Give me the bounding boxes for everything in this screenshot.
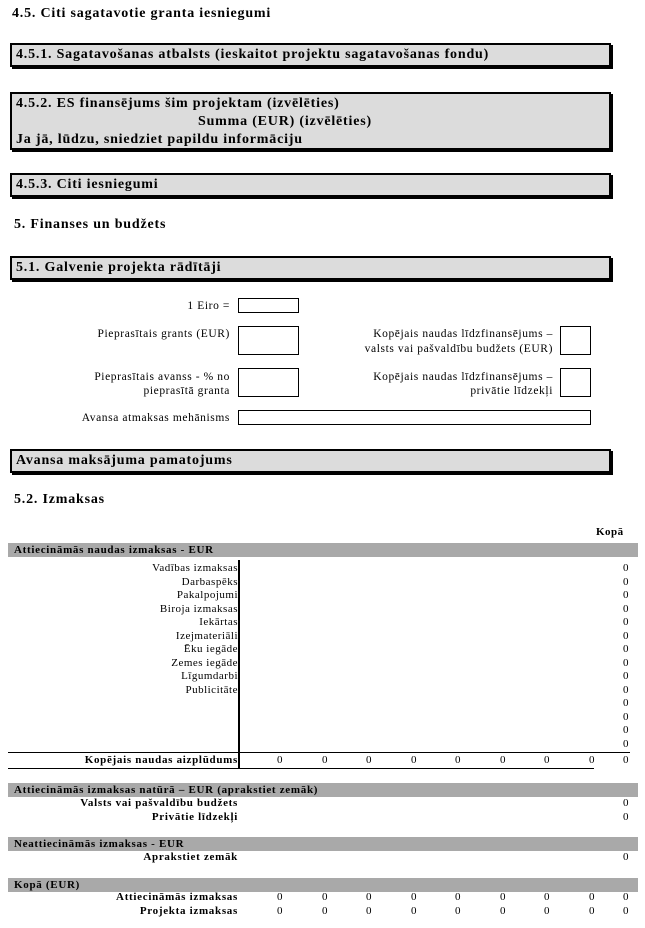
- cash-cost-item-value: 0: [623, 562, 629, 574]
- advance-percent-label-1: Pieprasītais avanss - % no: [94, 371, 230, 383]
- cash-cost-item-label: Zemes iegāde: [171, 656, 238, 669]
- inkind-item-label: Valsts vai pašvaldību budžets: [80, 797, 238, 809]
- cofin-state-input[interactable]: [560, 326, 591, 355]
- kopa-column-header: Kopā: [596, 526, 624, 538]
- cash-total-line: [8, 752, 630, 753]
- cash-cost-item-label: Biroja izmaksas: [159, 602, 238, 615]
- section-box-4-5-1: [10, 43, 611, 67]
- cash-cost-item-value: 0: [623, 643, 629, 655]
- advance-justification-title: Avansa maksājuma pamatojums: [16, 453, 233, 468]
- cash-cost-item-row: [8, 657, 638, 671]
- inkind-item-label: Privātie līdzekļi: [151, 811, 238, 823]
- cash-total-value: 0: [623, 754, 629, 766]
- cash-cost-item-value: 0: [623, 724, 629, 736]
- cash-cost-item-value: 0: [623, 629, 629, 642]
- additional-info-label: Ja jā, lūdzu, sniedziet papildu informāciju: [16, 132, 303, 147]
- inkind-item-row: [8, 797, 638, 811]
- cash-total-value: 0: [544, 754, 550, 766]
- cofin-state-label-1: Kopējais naudas līdzfinansējums –: [373, 328, 553, 340]
- inkind-costs-bar: Attiecināmās izmaksas natūrā – EUR (aprakstiet zemāk): [8, 783, 638, 797]
- cash-cost-item-row: [8, 630, 638, 644]
- total-project-row: [8, 905, 638, 919]
- cofin-state-label-2: valsts vai pašvaldību budžets (EUR): [364, 343, 553, 355]
- total-eligible-value: 0: [623, 891, 629, 903]
- cash-cost-item-label: Ēku iegāde: [183, 643, 238, 655]
- cash-cost-item-row: [8, 670, 638, 684]
- total-bar: Kopā (EUR): [8, 878, 638, 892]
- cash-cost-item-label: Vadības izmaksas: [152, 562, 238, 574]
- total-eligible-value: 0: [589, 891, 595, 903]
- cash-total-label: Kopējais naudas aizplūdums: [84, 754, 238, 766]
- cash-cost-item-row: [8, 643, 638, 657]
- cash-cost-item-label: Pakalpojumi: [176, 589, 238, 601]
- total-eligible-value: 0: [500, 891, 506, 903]
- total-project-value: 0: [623, 905, 629, 917]
- amount-select-label: Summa (EUR) (izvēlēties): [198, 114, 372, 129]
- cash-cost-item-value: 0: [623, 589, 629, 601]
- section-title-5-2: 5.2. Izmaksas: [14, 492, 105, 507]
- cash-cost-item-label: Līgumdarbi: [181, 670, 238, 682]
- cash-cost-item-value: 0: [623, 575, 629, 588]
- cofin-private-label-1: Kopējais naudas līdzfinansējums –: [373, 371, 553, 383]
- table-divider: [238, 560, 240, 768]
- cash-cost-item-label: Darbaspēks: [181, 575, 238, 588]
- total-eligible-row: [8, 891, 638, 905]
- cash-total-row: [8, 754, 638, 768]
- cofin-private-label-2: privātie līdzekļi: [470, 385, 553, 397]
- section-title-5-1: 5.1. Galvenie projekta rādītāji: [16, 260, 222, 275]
- cash-total-value: 0: [455, 754, 461, 766]
- total-project-value: 0: [366, 905, 372, 917]
- section-title-4-5: 4.5. Citi sagatavotie granta iesniegumi: [12, 6, 272, 21]
- noneligible-label: Aprakstiet zemāk: [143, 851, 238, 863]
- total-project-value: 0: [411, 905, 417, 917]
- inkind-item-value: 0: [623, 811, 629, 823]
- cash-cost-item-value: 0: [623, 602, 629, 615]
- cash-cost-item-row: [8, 684, 638, 698]
- cash-total-value: 0: [411, 754, 417, 766]
- cash-cost-item-label: Publicitāte: [185, 683, 238, 696]
- section-title-4-5-2: 4.5.2. ES finansējums šim projektam (izvēlēties): [16, 96, 340, 111]
- cash-cost-item-value: 0: [623, 697, 629, 709]
- requested-grant-label: Pieprasītais grants (EUR): [97, 328, 230, 340]
- cash-cost-item-label: Iekārtas: [199, 616, 238, 628]
- section-box-4-5-2: [10, 92, 611, 150]
- total-eligible-value: 0: [544, 891, 550, 903]
- cash-cost-item-row: [8, 724, 638, 738]
- section-title-4-5-3: 4.5.3. Citi iesniegumi: [16, 177, 159, 192]
- total-project-value: 0: [322, 905, 328, 917]
- cash-cost-item-row: [8, 711, 638, 725]
- total-project-value: 0: [589, 905, 595, 917]
- total-eligible-value: 0: [411, 891, 417, 903]
- advance-justification-box: [10, 449, 611, 473]
- noneligible-row: [8, 851, 638, 865]
- euro-rate-label: 1 Eiro =: [187, 300, 230, 312]
- total-eligible-value: 0: [277, 891, 283, 903]
- cash-cost-item-value: 0: [623, 683, 629, 696]
- cash-cost-item-value: 0: [623, 656, 629, 669]
- section-box-5-1: [10, 256, 611, 280]
- inkind-item-row: [8, 811, 638, 825]
- cash-cost-item-row: [8, 603, 638, 617]
- cash-cost-item-row: [8, 738, 638, 752]
- total-project-value: 0: [277, 905, 283, 917]
- cash-total-value: 0: [589, 754, 595, 766]
- total-eligible-value: 0: [366, 891, 372, 903]
- cash-total-value: 0: [500, 754, 506, 766]
- cash-cost-item-value: 0: [623, 616, 629, 628]
- cash-total-value: 0: [277, 754, 283, 766]
- total-eligible-label: Attiecināmās izmaksas: [116, 891, 238, 903]
- cash-costs-bar: Attiecināmās naudas izmaksas - EUR: [8, 543, 638, 557]
- cash-total-value: 0: [366, 754, 372, 766]
- total-eligible-value: 0: [455, 891, 461, 903]
- cash-cost-item-label: Izejmateriāli: [175, 629, 238, 642]
- section-title-4-5-1: 4.5.1. Sagatavošanas atbalsts (ieskaitot projektu sagatavošanas fondu): [16, 47, 490, 62]
- advance-percent-label-2: pieprasītā granta: [143, 385, 230, 397]
- cash-cost-item-value: 0: [623, 737, 629, 750]
- cash-cost-item-row: [8, 562, 638, 576]
- cash-cost-item-row: [8, 697, 638, 711]
- total-project-label: Projekta izmaksas: [139, 905, 238, 917]
- total-project-value: 0: [500, 905, 506, 917]
- cofin-private-input[interactable]: [560, 368, 591, 397]
- repayment-mechanism-label: Avansa atmaksas mehānisms: [81, 412, 230, 424]
- cash-cost-item-value: 0: [623, 710, 629, 723]
- total-project-value: 0: [544, 905, 550, 917]
- section-title-5: 5. Finanses un budžets: [14, 217, 167, 232]
- inkind-item-value: 0: [623, 797, 629, 809]
- requested-grant-input[interactable]: [238, 326, 299, 355]
- total-eligible-value: 0: [322, 891, 328, 903]
- section-box-4-5-3: [10, 173, 611, 197]
- cash-total-value: 0: [322, 754, 328, 766]
- cash-total-bottom-line: [8, 768, 594, 769]
- repayment-mechanism-input[interactable]: [238, 410, 591, 425]
- euro-rate-input[interactable]: [238, 298, 299, 313]
- total-project-value: 0: [455, 905, 461, 917]
- noneligible-value: 0: [623, 851, 629, 863]
- cash-cost-item-row: [8, 589, 638, 603]
- cash-cost-item-value: 0: [623, 670, 629, 682]
- cash-cost-item-row: [8, 616, 638, 630]
- noneligible-costs-bar: Neattiecināmās izmaksas - EUR: [8, 837, 638, 851]
- advance-percent-input[interactable]: [238, 368, 299, 397]
- cash-cost-item-row: [8, 576, 638, 590]
